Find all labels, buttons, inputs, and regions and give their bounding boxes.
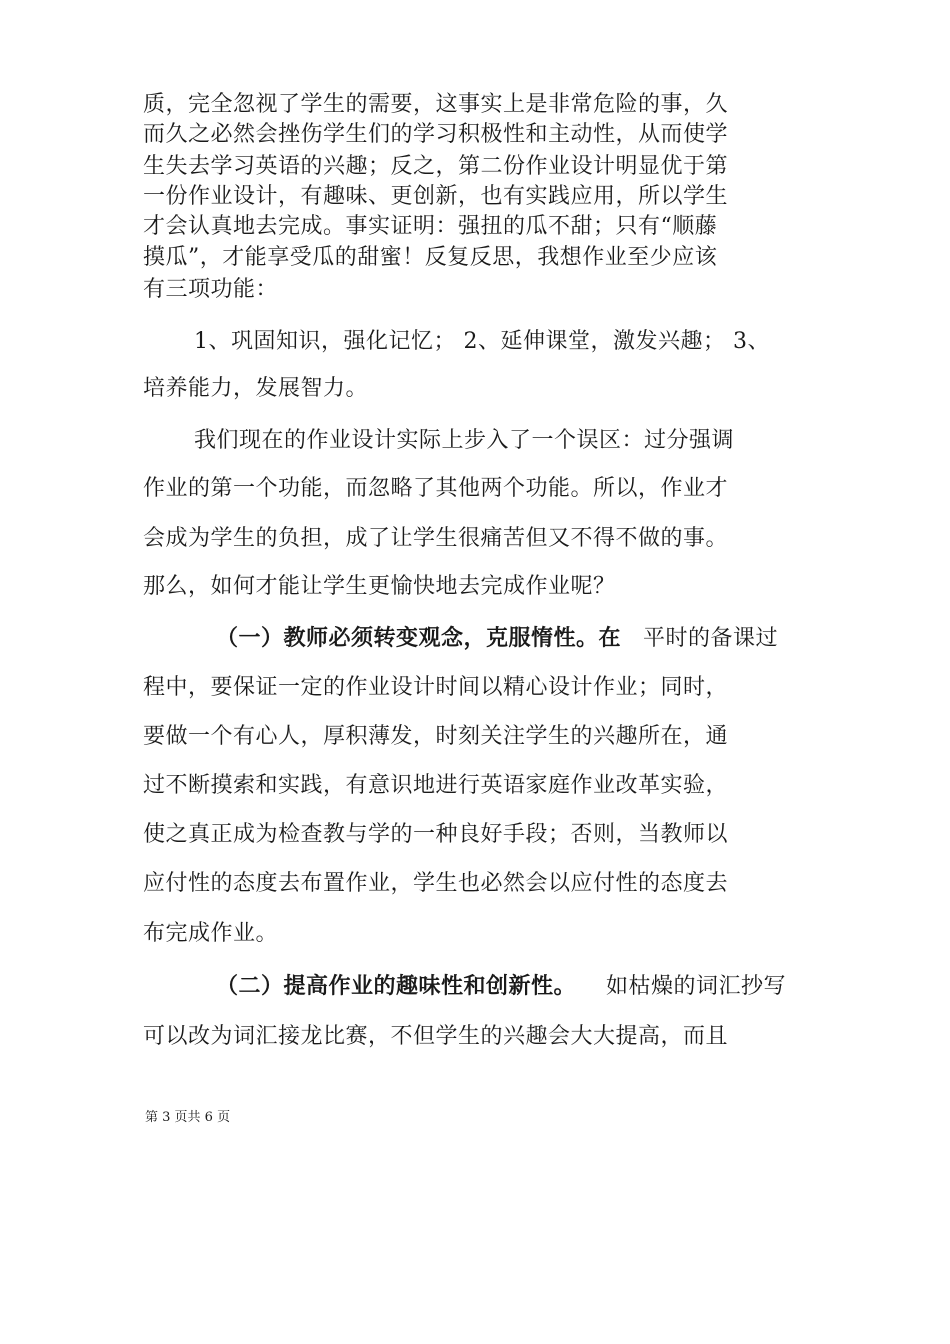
paragraph-line: 那么，如何才能让学生更愉快地去完成作业呢？ [143,574,616,599]
paragraph-line: 过不断摸索和实践，有意识地进行英语家庭作业改革实验， [143,773,729,798]
section-heading-line [216,621,778,652]
section-text: 平时的备课过 [643,626,779,651]
paragraph-line: 生失去学习英语的兴趣；反之，第二份作业设计明显优于第 [143,154,729,179]
paragraph-line: 我们现在的作业设计实际上步入了一个误区：过分强调 [194,428,735,453]
paragraph-line: 使之真正成为检查教与学的一种良好手段；否则，当教师以 [143,822,729,847]
functions-line: 1、巩固知识，强化记忆； 2、延伸课堂，激发兴趣； 3、 [194,329,770,354]
section-text: 如枯燥的词汇抄写 [606,974,787,999]
paragraph-line: 会成为学生的负担，成了让学生很痛苦但又不得不做的事。 [143,526,729,551]
paragraph-line: 质，完全忽视了学生的需要，这事实上是非常危险的事，久 [143,92,729,117]
paragraph-line: 有三项功能： [143,277,279,302]
paragraph-line: 应付性的态度去布置作业，学生也必然会以应付性的态度去 [143,871,729,896]
paragraph-line: 一份作业设计，有趣味、更创新，也有实践应用，所以学生 [143,184,729,209]
paragraph-line: 可以改为词汇接龙比赛，不但学生的兴趣会大大提高，而且 [143,1024,729,1049]
paragraph-line: 作业的第一个功能，而忽略了其他两个功能。所以，作业才 [143,476,729,501]
paragraph-line: 摸瓜”，才能享受瓜的甜蜜！反复反思，我想作业至少应该 [143,245,718,270]
paragraph-line: 而久之必然会挫伤学生们的学习积极性和主动性，从而使学 [143,122,729,147]
paragraph-line: 布完成作业。 [143,921,279,946]
functions-line: 培养能力，发展智力。 [143,376,369,401]
paragraph-line: 程中，要保证一定的作业设计时间以精心设计作业；同时， [143,675,729,700]
page-number: 第 3 页共 6 页 [145,1110,231,1125]
section-heading: （一）教师必须转变观念，克服惰性。在 [216,625,622,651]
paragraph-line: 要做一个有心人，厚积薄发，时刻关注学生的兴趣所在，通 [143,724,729,749]
section-heading: （二）提高作业的趣味性和创新性。 [216,973,577,999]
paragraph-line: 才会认真地去完成。事实证明：强扭的瓜不甜；只有“顺藤 [143,214,718,239]
section-heading-line [216,969,786,1000]
